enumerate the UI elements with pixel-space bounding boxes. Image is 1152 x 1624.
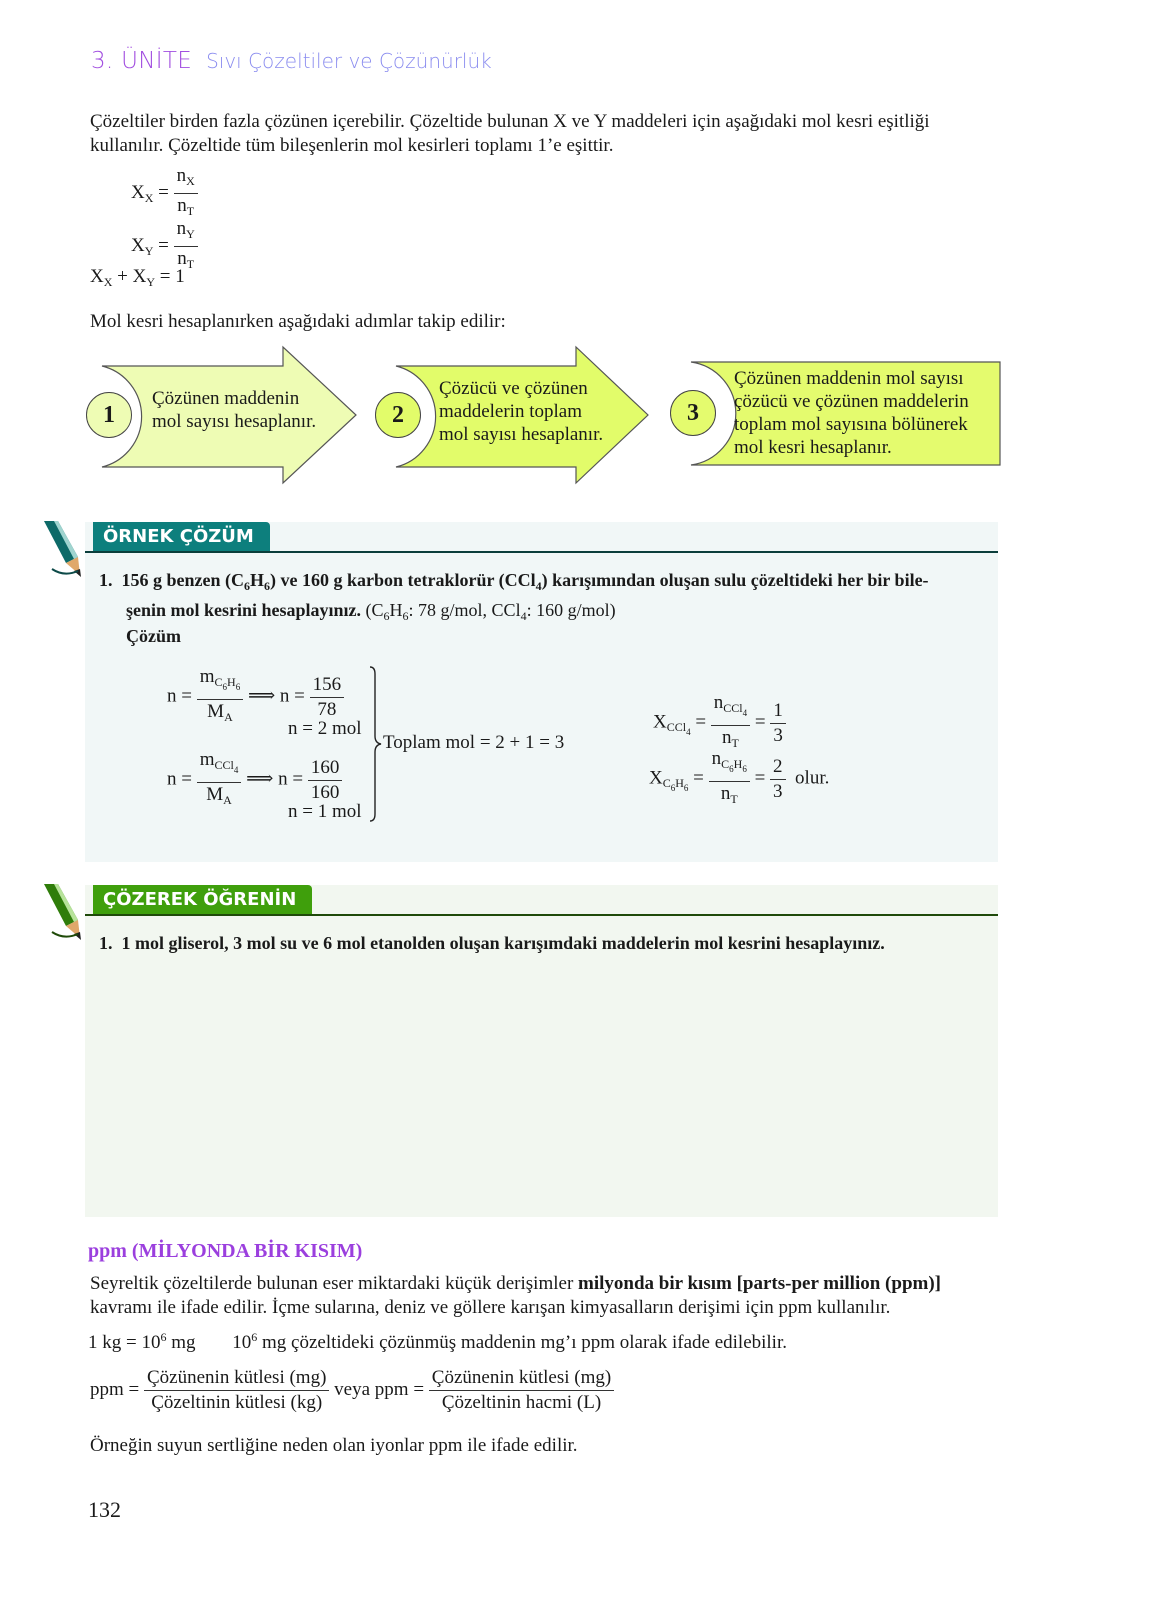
total-moles: Toplam mol = 2 + 1 = 3 bbox=[383, 732, 565, 753]
intro-line-1: Çözeltiler birden fazla çözünen içerebilir. Çözeltide bulunan X ve Y maddeleri için aşağıdaki mol kesri eşitliği bbox=[90, 111, 930, 132]
example-solution-box bbox=[85, 522, 998, 862]
ppm-formula: ppm = $\frac{\text{Çözünenin kütlesi (mg)}}{\text{Çözeltinin kütlesi (kg)}}$ veya ppm = $\frac{\text{Çözünenin kütlesi (mg)}}{\text{Çözeltinin hacmi (L)}}$ bbox=[90, 1367, 614, 1414]
subject-title: Sıvı Çözeltiler ve Çözünürlük bbox=[206, 49, 492, 73]
solution-label: Çözüm bbox=[126, 626, 181, 646]
example-divider bbox=[85, 551, 998, 553]
calc-benzene-moles: n = $\frac{m_{C_6H_6}}{M_A}$ ⟹ n = $\frac{156}{78}$ bbox=[167, 666, 344, 728]
steps-diagram bbox=[88, 345, 1008, 485]
brace-graphic bbox=[369, 666, 383, 822]
equation-xx: $X_X$ = $\frac{n_X}{n_T}$ bbox=[131, 165, 198, 222]
equation-xy: $X_Y$ = $\frac{n_Y}{n_T}$ bbox=[131, 218, 198, 275]
intro-paragraph bbox=[90, 110, 1050, 158]
equation-sum: $X_X + X_Y = 1$ bbox=[90, 266, 185, 289]
mole-fraction-benzene: $X_{C_6H_6}$ = $\frac{n_{C_6H_6}}{n_T}$ = $\frac{2}{3}$ olur. bbox=[649, 748, 830, 806]
step-3-text: Çözünen maddenin mol sayısı çözücü ve çözünen maddelerin toplam mol sayısına bölünerek mol kesri hesaplanır. bbox=[734, 368, 969, 458]
steps-intro: Mol kesri hesaplanırken aşağıdaki adımlar takip edilir: bbox=[90, 311, 506, 332]
ppm-example: Örneğin suyun sertliğine neden olan iyonlar ppm ile ifade edilir. bbox=[90, 1435, 578, 1456]
example-solution-tab: ÖRNEK ÇÖZÜM bbox=[93, 522, 270, 552]
intro-line-2: kullanılır. Çözeltide tüm bileşenlerin mol kesirleri toplamı 1’e eşittir. bbox=[90, 135, 614, 156]
example-question: 1. 156 g benzen $(C_6H_6)$ ve 160 g karbon tetraklorür (CCl$_4$) karışımından oluşan sulu çözeltideki her bir bile- şenin mol kesrini hesaplayınız. ($C_6H_6$: 78 g/mol, CCl$_4$: 160 g/mol) bbox=[99, 570, 929, 623]
kg-conversion: 1 kg = $10^6$ mg $10^6$ mg çözeltideki çözünmüş maddenin mg’ı ppm olarak ifade edilebilir. bbox=[88, 1330, 787, 1353]
practice-box bbox=[85, 885, 998, 1217]
calc-ccl4-result: n = 1 mol bbox=[288, 801, 362, 822]
step-1-text: Çözünen maddenin mol sayısı hesaplanır. bbox=[152, 388, 317, 432]
step-1-number: 1 bbox=[86, 392, 132, 438]
ppm-paragraph: Seyreltik çözeltilerde bulunan eser miktardaki küçük derişimler milyonda bir kısım [parts-per million (ppm)] kavramı ile ifade edilir. İçme sularına, deniz ve göllere karışan kimyasalların derişimi için ppm kullanılır. bbox=[90, 1273, 941, 1318]
mole-fraction-ccl4: $X_{CCl_4}$ = $\frac{n_{CCl_4}}{n_T}$ = $\frac{1}{3}$ bbox=[653, 692, 786, 754]
page-number: 132 bbox=[88, 1497, 121, 1522]
step-3-number: 3 bbox=[670, 390, 716, 436]
calc-ccl4-moles: n = $\frac{m_{CCl_4}}{M_A}$ ⟹ n = $\frac{160}{160}$ bbox=[167, 749, 342, 811]
step-2-number: 2 bbox=[375, 392, 421, 438]
practice-question: 1. 1 mol gliserol, 3 mol su ve 6 mol etanolden oluşan karışımdaki maddelerin mol kesrini hesaplayınız. bbox=[99, 933, 885, 953]
ppm-section-title: ppm (MİLYONDA BİR KISIM) bbox=[88, 1240, 363, 1262]
chapter-header bbox=[91, 48, 492, 74]
unit-label: 3. ÜNİTE bbox=[91, 48, 193, 74]
practice-tab: ÇÖZEREK ÖĞRENİN bbox=[93, 885, 312, 915]
practice-divider bbox=[85, 914, 998, 916]
pencil-icon bbox=[44, 519, 84, 579]
calc-benzene-result: n = 2 mol bbox=[288, 718, 362, 739]
pencil-icon bbox=[44, 882, 84, 942]
step-2-text: Çözücü ve çözünen maddelerin toplam mol sayısı hesaplanır. bbox=[439, 378, 604, 445]
